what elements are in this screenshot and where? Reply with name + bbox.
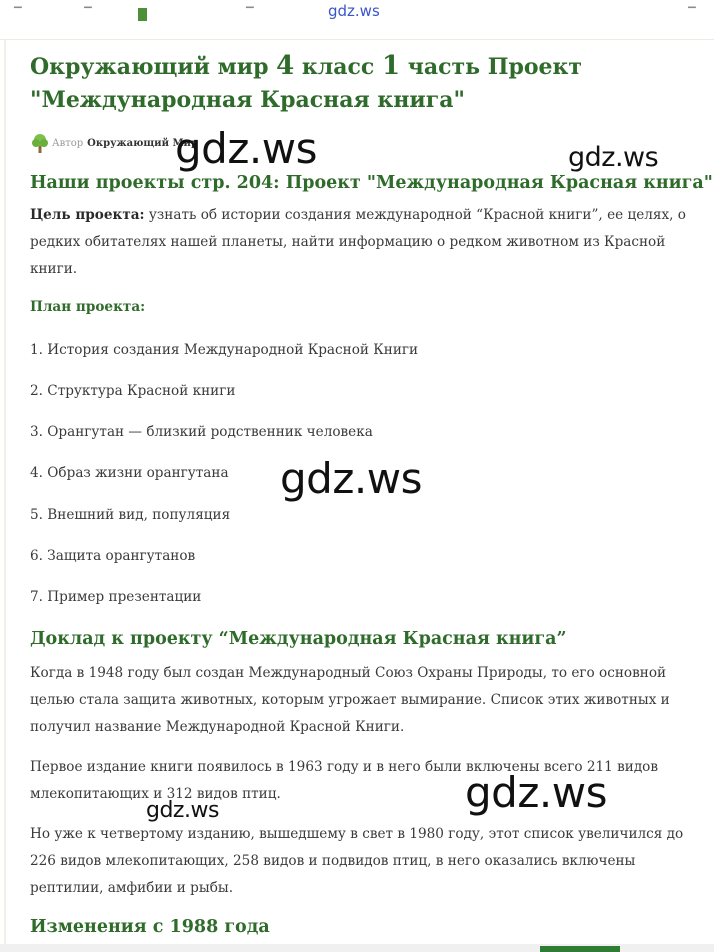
title-part: часть Проект [400, 54, 583, 80]
author-line [30, 132, 198, 154]
top-fragment: ▔ [246, 8, 254, 19]
goal-paragraph [30, 202, 690, 283]
title-line2: "Международная Красная книга" [30, 87, 465, 113]
plan-label: План проекта: [30, 299, 146, 315]
section-heading-changes: Изменения с 1988 года [30, 917, 270, 937]
section-heading-projects: Наши проекты стр. 204: Проект "Международная Красная книга" [30, 173, 713, 193]
plan-item: 4. Образ жизни орангутана [30, 465, 229, 481]
top-strip [0, 0, 714, 40]
plan-item: 2. Структура Красной книги [30, 383, 236, 399]
plan-item: 7. Пример презентации [30, 589, 202, 605]
report-paragraph: Когда в 1948 году был создан Международный Союз Охраны Природы, то его основной целью стала защита животных, которым угрожает вымирание. Список этих животных и получил название Международной Красной Книги. [30, 665, 670, 735]
goal-label: Цель проекта: [30, 207, 145, 223]
watermark: gdz.ws [568, 142, 659, 173]
top-fragment: ▔ [84, 8, 92, 19]
watermark: gdz.ws [465, 768, 607, 817]
page-title [30, 50, 650, 117]
section-heading-report: Доклад к проекту “Международная Красная книга” [30, 629, 567, 649]
plan-item: 5. Внешний вид, популяция [30, 507, 231, 523]
tree-icon [30, 132, 50, 154]
top-watermark: gdz.ws [328, 2, 380, 20]
title-part: класс [294, 54, 382, 80]
plan-item: 1. История создания Международной Красной Книги [30, 342, 419, 358]
report-paragraph: Но уже к четвертому изданию, вышедшему в свет в 1980 году, этот список увеличился до 226 видов млекопитающих, 258 видов и подвидов птиц, в него оказались включены рептилии, амфибии и рыбы. [30, 826, 684, 896]
watermark: gdz.ws [146, 798, 219, 823]
author-name[interactable]: Окружающий Мир [87, 137, 198, 149]
goal-text: узнать об истории создания международной “Красной книги”, ее целях, о редких обитателях нашей планеты, найти информацию о редком животном из Красной книги. [30, 207, 686, 277]
title-number: 1 [381, 51, 401, 81]
bottom-bar [0, 944, 714, 952]
top-green-fragment [138, 8, 147, 21]
top-fragment: ▔ [14, 8, 22, 19]
report-paragraph: Первое издание книги появилось в 1963 году и в него были включены всего 211 видов млекопитающих и 312 видов птиц. [30, 759, 659, 802]
plan-item: 6. Защита орангутанов [30, 548, 196, 564]
plan-item: 3. Орангутан — близкий родственник человека [30, 424, 373, 440]
title-number: 4 [276, 51, 295, 81]
bottom-button[interactable] [540, 946, 620, 952]
top-fragment: ▔ [688, 8, 696, 19]
watermark: gdz.ws [280, 454, 422, 503]
author-label: Автор [52, 137, 84, 149]
watermark: gdz.ws [175, 124, 317, 173]
title-part: Окружающий мир [30, 54, 277, 80]
